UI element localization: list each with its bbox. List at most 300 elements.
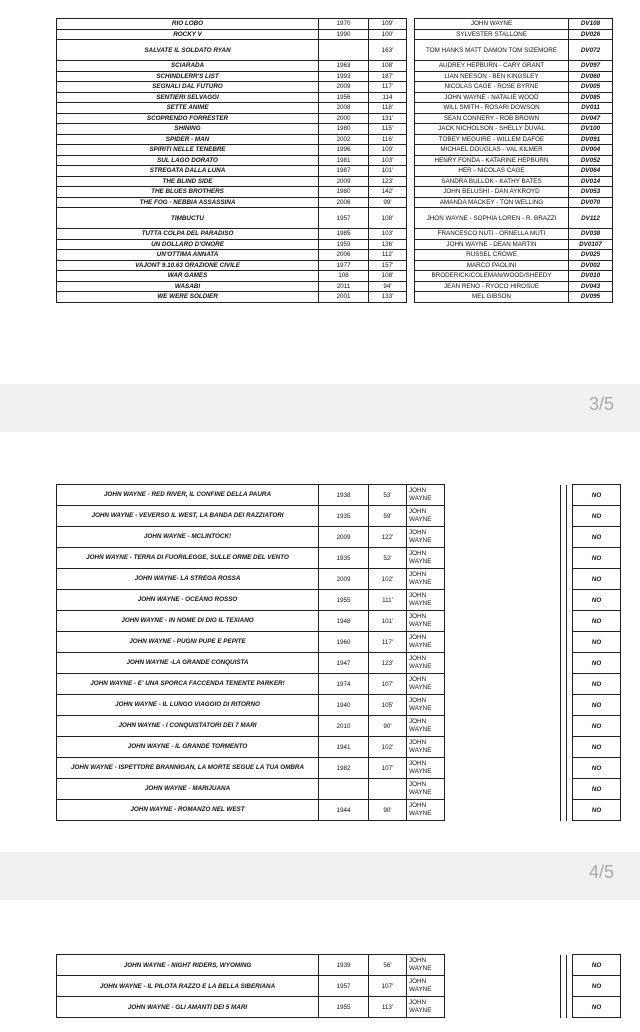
movie-year: 1960 (319, 632, 369, 653)
movie-duration: 108' (369, 271, 407, 282)
movie-year: 1940 (319, 695, 369, 716)
table-row (57, 997, 621, 1018)
movie-cast: BRODERICK/COLEMAN/WOOD/SHEEDY (415, 271, 569, 282)
movie-cast: AUDREY HEPBURN - CARY GRANT (415, 61, 569, 72)
movie-actor: JOHN WAYNE (407, 611, 445, 632)
movie-duration: 107' (369, 758, 407, 779)
movie-title: SEGNALI DAL FUTURO (57, 82, 319, 93)
movie-code: DV112 (569, 208, 613, 229)
movie-duration: 157' (369, 260, 407, 271)
movie-title: JOHN WAYNE - TERRA DI FUORILEGGE, SULLE ORME DEL VENTO (57, 548, 319, 569)
movie-duration: 112' (369, 250, 407, 261)
table-row (57, 569, 621, 590)
movie-cast: TOM HANKS MATT DAMON TOM SIZEMORE (415, 40, 569, 61)
table-row (57, 758, 621, 779)
column-spacer (445, 569, 561, 590)
movie-duration: 108' (369, 61, 407, 72)
movie-title: UN DOLLARO D'ONORE (57, 239, 319, 250)
availability-flag: NO (573, 485, 621, 506)
movie-duration: 136' (369, 239, 407, 250)
table-row (57, 506, 621, 527)
availability-flag: NO (573, 527, 621, 548)
movie-cast: HENRY FONDA - KATARINE HEPBURN (415, 155, 569, 166)
movie-actor: JOHN WAYNE (407, 758, 445, 779)
movie-title: THE FOG - NEBBIA ASSASSINA (57, 197, 319, 208)
table-row (57, 271, 613, 282)
column-spacer (445, 955, 561, 976)
movie-code: DV070 (569, 197, 613, 208)
table-row (57, 548, 621, 569)
column-spacer (407, 176, 415, 187)
movie-year: 2000 (319, 113, 369, 124)
availability-flag: NO (573, 716, 621, 737)
movie-year: 1980 (319, 187, 369, 198)
movie-actor: JOHN WAYNE (407, 695, 445, 716)
movie-duration: 100' (369, 29, 407, 40)
column-spacer (445, 611, 561, 632)
movie-actor: JOHN WAYNE (407, 653, 445, 674)
movie-code: DV085 (569, 92, 613, 103)
movie-duration: 105' (369, 695, 407, 716)
column-spacer (445, 527, 561, 548)
column-spacer (445, 590, 561, 611)
movie-year: 1935 (319, 506, 369, 527)
table-row (57, 590, 621, 611)
movie-actor: JOHN WAYNE (407, 506, 445, 527)
movie-actor: JOHN WAYNE (407, 976, 445, 997)
movie-cast: JOHN WAYNE - DEAN MARTIN (415, 239, 569, 250)
movie-title: JOHN WAYNE - OCEANO ROSSO (57, 590, 319, 611)
movie-title: VAJONT 9.10.63 ORAZIONE CIVILE (57, 260, 319, 271)
movie-duration: 163' (369, 40, 407, 61)
movie-cast: JHON WAYNE - SOPHIA LOREN - R. BRAZZI (415, 208, 569, 229)
movie-title: RIO LOBO (57, 19, 319, 30)
movie-code: DV095 (569, 292, 613, 303)
column-spacer (407, 229, 415, 240)
column-spacer (445, 674, 561, 695)
movie-title: SCOPRENDO FORRESTER (57, 113, 319, 124)
movie-cast: SEAN CONNERY - ROB BROWN (415, 113, 569, 124)
movie-year: 2009 (319, 176, 369, 187)
table-row (57, 485, 621, 506)
movie-year: 1985 (319, 229, 369, 240)
movie-code: DV005 (569, 82, 613, 93)
table-row (57, 19, 613, 30)
column-spacer (407, 239, 415, 250)
availability-flag: NO (573, 548, 621, 569)
column-spacer (445, 997, 561, 1018)
column-spacer (407, 155, 415, 166)
movie-duration: 107' (369, 976, 407, 997)
movie-year: 1955 (319, 590, 369, 611)
movie-cast: JEAN RENO - RYOCO HIROSUE (415, 281, 569, 292)
column-spacer (445, 758, 561, 779)
availability-flag: NO (573, 955, 621, 976)
column-spacer (445, 737, 561, 758)
column-spacer (445, 779, 561, 800)
availability-flag: NO (573, 779, 621, 800)
movie-actor: JOHN WAYNE (407, 485, 445, 506)
table-row (57, 155, 613, 166)
movie-title: WASABI (57, 281, 319, 292)
movie-duration: 56' (369, 955, 407, 976)
movie-title: JOHN WAYNE - VEVERSO IL WEST, LA BANDA DEI RAZZIATORI (57, 506, 319, 527)
movie-actor: JOHN WAYNE (407, 632, 445, 653)
availability-flag: NO (573, 737, 621, 758)
movie-cast: JOHN WAYNE (415, 19, 569, 30)
availability-flag: NO (573, 976, 621, 997)
table-row (57, 779, 621, 800)
column-spacer (407, 271, 415, 282)
movie-cast: JOHN WAYNE - NATALIE WOOD (415, 92, 569, 103)
movie-title: SETTE ANIME (57, 103, 319, 114)
movie-duration: 101' (369, 166, 407, 177)
table-row (57, 250, 613, 261)
page-separator (0, 852, 640, 900)
table-row (57, 737, 621, 758)
movie-cast: NICOLAS CAGE - ROSE BYRNE (415, 82, 569, 93)
movie-year: 1970 (319, 19, 369, 30)
movie-cast: SANDRA BULLOK - KATHY BATES (415, 176, 569, 187)
availability-flag: NO (573, 997, 621, 1018)
movie-year: 1944 (319, 800, 369, 821)
availability-flag: NO (573, 674, 621, 695)
table-row (57, 103, 613, 114)
availability-flag: NO (573, 758, 621, 779)
movie-title: JOHN WAYNE - E' UNA SPORCA FACCENDA TENENTE PARKER! (57, 674, 319, 695)
movie-year: 1956 (319, 92, 369, 103)
movie-duration: 103' (369, 155, 407, 166)
table-row (57, 955, 621, 976)
movie-year: 1981 (319, 155, 369, 166)
movie-cast: MARCO PAOLINI (415, 260, 569, 271)
movie-duration: 108' (369, 208, 407, 229)
movie-title: SALVATE IL SOLDATO RYAN (57, 40, 319, 61)
table-row (57, 716, 621, 737)
movie-duration (369, 779, 407, 800)
movie-duration: 52' (369, 548, 407, 569)
column-spacer (407, 134, 415, 145)
movie-year: 1993 (319, 71, 369, 82)
column-spacer (445, 632, 561, 653)
movie-year: 2008 (319, 103, 369, 114)
column-spacer (407, 208, 415, 229)
movie-duration: 109' (369, 145, 407, 156)
movie-actor: JOHN WAYNE (407, 997, 445, 1018)
table-row (57, 653, 621, 674)
column-spacer (407, 197, 415, 208)
movie-title: THE BLUES BROTHERS (57, 187, 319, 198)
table-row (57, 527, 621, 548)
movie-year: 2006 (319, 250, 369, 261)
table-row (57, 145, 613, 156)
movie-title: JOHN WAYNE - MARIJUANA (57, 779, 319, 800)
movie-code: DV011 (569, 103, 613, 114)
column-spacer (407, 281, 415, 292)
movie-cast: HER - NICOLAS CAGE (415, 166, 569, 177)
movie-title: WAR GAMES (57, 271, 319, 282)
movie-title: TIMBUCTU (57, 208, 319, 229)
movie-year: 1963 (319, 61, 369, 72)
movie-table-2 (56, 484, 621, 821)
column-spacer (407, 145, 415, 156)
availability-flag: NO (573, 569, 621, 590)
movie-table-3 (56, 954, 621, 1018)
movie-actor: JOHN WAYNE (407, 800, 445, 821)
movie-year: 1957 (319, 208, 369, 229)
movie-duration: 123' (369, 653, 407, 674)
movie-title: JOHN WAYNE - MCLINTOCK! (57, 527, 319, 548)
table-row (57, 134, 613, 145)
movie-cast: MICHAEL DOUGLAS - VAL KILMER (415, 145, 569, 156)
movie-year: 2002 (319, 134, 369, 145)
movie-title: SENTIERI SELVAGGI (57, 92, 319, 103)
movie-code: DV026 (569, 29, 613, 40)
column-spacer (445, 716, 561, 737)
movie-duration: 116' (369, 134, 407, 145)
movie-title: JOHN WAYNE - IL GRANDE TORMENTO (57, 737, 319, 758)
table-row (57, 124, 613, 135)
movie-duration: 59' (369, 506, 407, 527)
movie-title: SCIARADA (57, 61, 319, 72)
page-indicator: 4/5 (588, 862, 614, 882)
availability-flag: NO (573, 800, 621, 821)
availability-flag: NO (573, 632, 621, 653)
movie-duration: 111' (369, 590, 407, 611)
table-row (57, 281, 613, 292)
column-spacer (407, 40, 415, 61)
movie-table-1 (56, 18, 613, 303)
movie-duration: 90' (369, 716, 407, 737)
column-spacer (445, 485, 561, 506)
movie-year: 1987 (319, 166, 369, 177)
movie-duration: 90' (369, 800, 407, 821)
movie-duration: 123' (369, 176, 407, 187)
column-spacer (407, 71, 415, 82)
movie-year: 1947 (319, 653, 369, 674)
movie-duration: 102' (369, 569, 407, 590)
movie-year: 1959 (319, 239, 369, 250)
movie-year: 1977 (319, 260, 369, 271)
movie-duration: 133' (369, 292, 407, 303)
movie-title: WE WERE SOLDIER (57, 292, 319, 303)
movie-year: 2011 (319, 281, 369, 292)
column-spacer (407, 61, 415, 72)
column-spacer (407, 187, 415, 198)
movie-title: SHINING (57, 124, 319, 135)
table-row (57, 29, 613, 40)
table-row (57, 229, 613, 240)
movie-cast: LIAN NEESON - BEN KINGSLEY (415, 71, 569, 82)
movie-cast: JACK NICHOLSON - SHELLY DUVAL (415, 124, 569, 135)
movie-cast: RUSSEL CROWE (415, 250, 569, 261)
movie-year: 2009 (319, 82, 369, 93)
movie-title: SPIDER - MAN (57, 134, 319, 145)
movie-year: 1935 (319, 548, 369, 569)
movie-year: 1941 (319, 737, 369, 758)
movie-year: 2009 (319, 527, 369, 548)
table-row (57, 187, 613, 198)
movie-actor: JOHN WAYNE (407, 716, 445, 737)
movie-cast: JOHN BELUSHI - DAN AYKROYD (415, 187, 569, 198)
table-row (57, 166, 613, 177)
column-spacer (407, 29, 415, 40)
table-row (57, 292, 613, 303)
movie-actor: JOHN WAYNE (407, 548, 445, 569)
table-row (57, 260, 613, 271)
table-row (57, 239, 613, 250)
movie-cast: MEL GIBSON (415, 292, 569, 303)
movie-duration: 99' (369, 197, 407, 208)
table-row (57, 61, 613, 72)
movie-duration: 113' (369, 997, 407, 1018)
page-indicator: 3/5 (588, 394, 614, 414)
movie-title: JOHN WAYNE - ROMANZO NEL WEST (57, 800, 319, 821)
movie-duration: 117' (369, 82, 407, 93)
movie-duration: 94' (369, 281, 407, 292)
column-spacer (445, 548, 561, 569)
movie-duration: 115' (369, 124, 407, 135)
movie-title: JOHN WAYNE - RED RIVER, IL CONFINE DELLA PAURA (57, 485, 319, 506)
column-spacer (407, 92, 415, 103)
movie-title: UN'OTTIMA ANNATA (57, 250, 319, 261)
movie-cast: FRANCESCO NUTI - ORNELLA MUTI (415, 229, 569, 240)
column-spacer (407, 19, 415, 30)
column-spacer (445, 800, 561, 821)
movie-title: SCHINDLERR'S LIST (57, 71, 319, 82)
column-spacer (407, 292, 415, 303)
movie-code: DV091 (569, 134, 613, 145)
movie-title: JOHN WAYNE - IN NOME DI DIO IL TEXIANO (57, 611, 319, 632)
availability-flag: NO (573, 590, 621, 611)
movie-actor: JOHN WAYNE (407, 569, 445, 590)
table-row (57, 208, 613, 229)
column-spacer (445, 695, 561, 716)
movie-title: JOHN WAYNE -LA GRANDE CONQUISTA (57, 653, 319, 674)
movie-year: 1955 (319, 997, 369, 1018)
table-row (57, 176, 613, 187)
movie-code: DV072 (569, 40, 613, 61)
availability-flag: NO (573, 695, 621, 716)
movie-year: 1939 (319, 955, 369, 976)
movie-title: JOHN WAYNE - IL PILOTA RAZZO E LA BELLA SIBERIANA (57, 976, 319, 997)
movie-year: 1996 (319, 145, 369, 156)
movie-year: 1948 (319, 611, 369, 632)
movie-actor: JOHN WAYNE (407, 779, 445, 800)
movie-code: DV038 (569, 229, 613, 240)
page-separator (0, 384, 640, 432)
table-row (57, 113, 613, 124)
movie-title: TUTTA COLPA DEL PARADISO (57, 229, 319, 240)
column-spacer (445, 506, 561, 527)
column-spacer (445, 653, 561, 674)
movie-title: JOHN WAYNE- LA STREGA ROSSA (57, 569, 319, 590)
movie-duration: 109' (369, 19, 407, 30)
column-spacer (407, 166, 415, 177)
movie-actor: JOHN WAYNE (407, 590, 445, 611)
movie-title: ROCKY V (57, 29, 319, 40)
movie-year (319, 40, 369, 61)
availability-flag: NO (573, 506, 621, 527)
movie-title: JOHN WAYNE - PUGNI PUPE E PEPITE (57, 632, 319, 653)
movie-year: 1980 (319, 124, 369, 135)
movie-duration: 53' (369, 485, 407, 506)
movie-duration: 122' (369, 527, 407, 548)
availability-flag: NO (573, 653, 621, 674)
column-spacer (445, 976, 561, 997)
movie-title: JOHN WAYNE - I CONQUISTATORI DEI 7 MARI (57, 716, 319, 737)
movie-title: JOHN WAYNE - NIGHT RIDERS, WYOMING (57, 955, 319, 976)
movie-cast: WILL SMITH - ROSARI DOWSON (415, 103, 569, 114)
table-row (57, 611, 621, 632)
availability-flag: NO (573, 611, 621, 632)
movie-title: SPIRITI NELLE TENEBRE (57, 145, 319, 156)
movie-duration: 114 (369, 92, 407, 103)
movie-year: 2009 (319, 569, 369, 590)
movie-title: JOHN WAYNE - GLI AMANTI DEI 5 MARI (57, 997, 319, 1018)
table-row (57, 92, 613, 103)
movie-duration: 142' (369, 187, 407, 198)
table-row (57, 695, 621, 716)
movie-actor: JOHN WAYNE (407, 674, 445, 695)
movie-duration: 103' (369, 229, 407, 240)
movie-duration: 117' (369, 632, 407, 653)
movie-actor: JOHN WAYNE (407, 955, 445, 976)
movie-duration: 118' (369, 103, 407, 114)
movie-cast: SYLVESTER STALLONE (415, 29, 569, 40)
movie-year: 108 (319, 271, 369, 282)
movie-code: DV108 (569, 19, 613, 30)
movie-year (319, 779, 369, 800)
table-row (57, 197, 613, 208)
column-spacer (407, 103, 415, 114)
column-spacer (407, 124, 415, 135)
table-row (57, 40, 613, 61)
movie-year: 2010 (319, 716, 369, 737)
movie-year: 1990 (319, 29, 369, 40)
movie-code: DV097 (569, 61, 613, 72)
movie-code: DV025 (569, 250, 613, 261)
movie-duration: 187' (369, 71, 407, 82)
movie-year: 1957 (319, 976, 369, 997)
movie-code: DV014 (569, 176, 613, 187)
movie-cast: TOBEY MEGUIRE - WILLEM DAFOE (415, 134, 569, 145)
movie-duration: 101' (369, 611, 407, 632)
movie-duration: 107' (369, 674, 407, 695)
movie-title: STREGATA DALLA LUNA (57, 166, 319, 177)
movie-code: DV052 (569, 155, 613, 166)
movie-code: DV010 (569, 271, 613, 282)
movie-title: JOHN WAYNE - ISPETTORE BRANNIGAN, LA MORTE SEGUE LA TUA OMBRA (57, 758, 319, 779)
movie-duration: 102' (369, 737, 407, 758)
movie-code: DV002 (569, 260, 613, 271)
movie-code: DV100 (569, 124, 613, 135)
column-spacer (407, 82, 415, 93)
movie-actor: JOHN WAYNE (407, 737, 445, 758)
movie-year: 1982 (319, 758, 369, 779)
movie-code: DV004 (569, 145, 613, 156)
movie-code: DV047 (569, 113, 613, 124)
table-row (57, 71, 613, 82)
movie-cast: AMANDA MACKEY - TON WELLING (415, 197, 569, 208)
movie-title: SUL LAGO DORATO (57, 155, 319, 166)
movie-code: DV0107 (569, 239, 613, 250)
movie-duration: 131' (369, 113, 407, 124)
movie-year: 2006 (319, 197, 369, 208)
movie-code: DV053 (569, 187, 613, 198)
movie-year: 1974 (319, 674, 369, 695)
movie-title: THE BLIND SIDE (57, 176, 319, 187)
